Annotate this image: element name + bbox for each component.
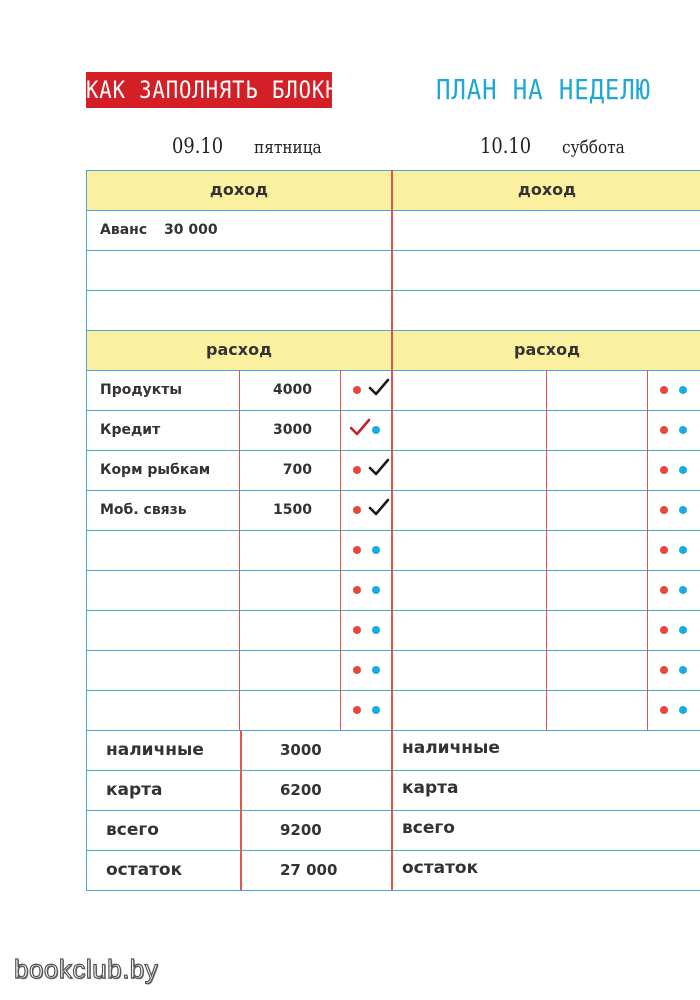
day1-total-label: всего [106,820,159,840]
grid-left-border [86,170,87,890]
status-dot-red [353,706,361,714]
status-dot-red [660,666,668,674]
balance-column-line [240,730,242,890]
status-dot-blue [372,426,380,434]
status-dot-blue [679,426,687,434]
grid-row-line [86,650,700,651]
expense-column-line [340,370,341,730]
status-dot-red [353,626,361,634]
day2-remain-label: остаток [402,858,479,878]
status-dot-red [660,466,668,474]
status-dot-blue [679,666,687,674]
check-mark-icon [368,458,390,478]
day1-weekday: пятница [254,137,322,158]
status-dot-blue [679,386,687,394]
grid-row-line [86,410,700,411]
day2-total-label: всего [402,818,455,838]
grid-row-line [86,770,700,771]
grid-row-line [86,850,700,851]
day1-income-header: доход [209,180,269,199]
status-dot-red [353,666,361,674]
day1-income-row [100,210,218,250]
grid-row-line [86,610,700,611]
notebook-guide-title: КАК ЗАПОЛНЯТЬ БЛОКНОТ [86,72,332,108]
day2-weekday: суббота [562,137,625,158]
status-dot-blue [679,706,687,714]
status-dot-blue [679,466,687,474]
status-dot-blue [679,546,687,554]
status-dot-red [353,506,361,514]
day1-date-heading [172,134,334,164]
expense-amount: 1500 [273,502,312,518]
check-mark-icon [368,498,390,518]
day2-cash-label: наличные [402,738,500,758]
grid-row-line [86,210,700,211]
grid-row-line [86,890,700,891]
status-dot-blue [679,586,687,594]
day2-date: 10.10 [480,134,532,158]
day2-date-heading [480,134,636,164]
expense-name: Продукты [100,382,183,398]
income-name: Аванс [100,222,148,238]
expense-amount: 4000 [273,382,312,398]
expense-name: Моб. связь [100,502,187,518]
day1-date: 09.10 [172,134,224,158]
status-dot-red [660,426,668,434]
expense-amount: 3000 [273,422,312,438]
status-dot-blue [372,586,380,594]
weekly-plan-title: ПЛАН НА НЕДЕЛЮ [436,73,652,106]
day1-card-value: 6200 [280,781,322,799]
status-dot-red [660,626,668,634]
status-dot-red [353,386,361,394]
grid-row-line [86,170,700,171]
status-dot-red [660,386,668,394]
day1-remain-label: остаток [106,860,183,880]
day1-cash-label: наличные [106,740,204,760]
status-dot-red [660,706,668,714]
grid-row-line [86,290,700,291]
budget-grid [86,170,700,890]
watermark: bookclub.by [14,954,159,984]
status-dot-red [353,586,361,594]
status-dot-red [660,546,668,554]
status-dot-blue [679,506,687,514]
status-dot-blue [372,626,380,634]
day2-expense-header: расход [514,340,580,359]
grid-row-line [86,330,700,331]
expense-column-line [647,370,648,730]
status-dot-blue [372,666,380,674]
expense-column-line [546,370,547,730]
expense-name: Кредит [100,422,161,438]
income-amount: 30 000 [164,222,218,238]
status-dot-blue [372,546,380,554]
grid-row-line [86,730,700,731]
day1-expense-header: расход [206,340,272,359]
status-dot-red [660,586,668,594]
status-dot-red [660,506,668,514]
grid-row-line [86,570,700,571]
day2-card-label: карта [402,778,459,798]
grid-row-line [86,690,700,691]
status-dot-red [353,546,361,554]
expense-name: Корм рыбкам [100,462,211,478]
grid-row-line [86,810,700,811]
day1-remain-value: 27 000 [280,861,338,879]
day1-card-label: карта [106,780,163,800]
status-dot-red [353,466,361,474]
day2-income-header: доход [517,180,577,199]
expense-amount: 700 [282,462,312,478]
day-divider [391,170,393,890]
grid-row-line [86,250,700,251]
day1-total-value: 9200 [280,821,322,839]
grid-row-line [86,530,700,531]
check-mark-icon [368,378,390,398]
status-dot-blue [372,706,380,714]
check-mark-icon [349,418,371,438]
status-dot-blue [679,626,687,634]
day1-cash-value: 3000 [280,741,322,759]
